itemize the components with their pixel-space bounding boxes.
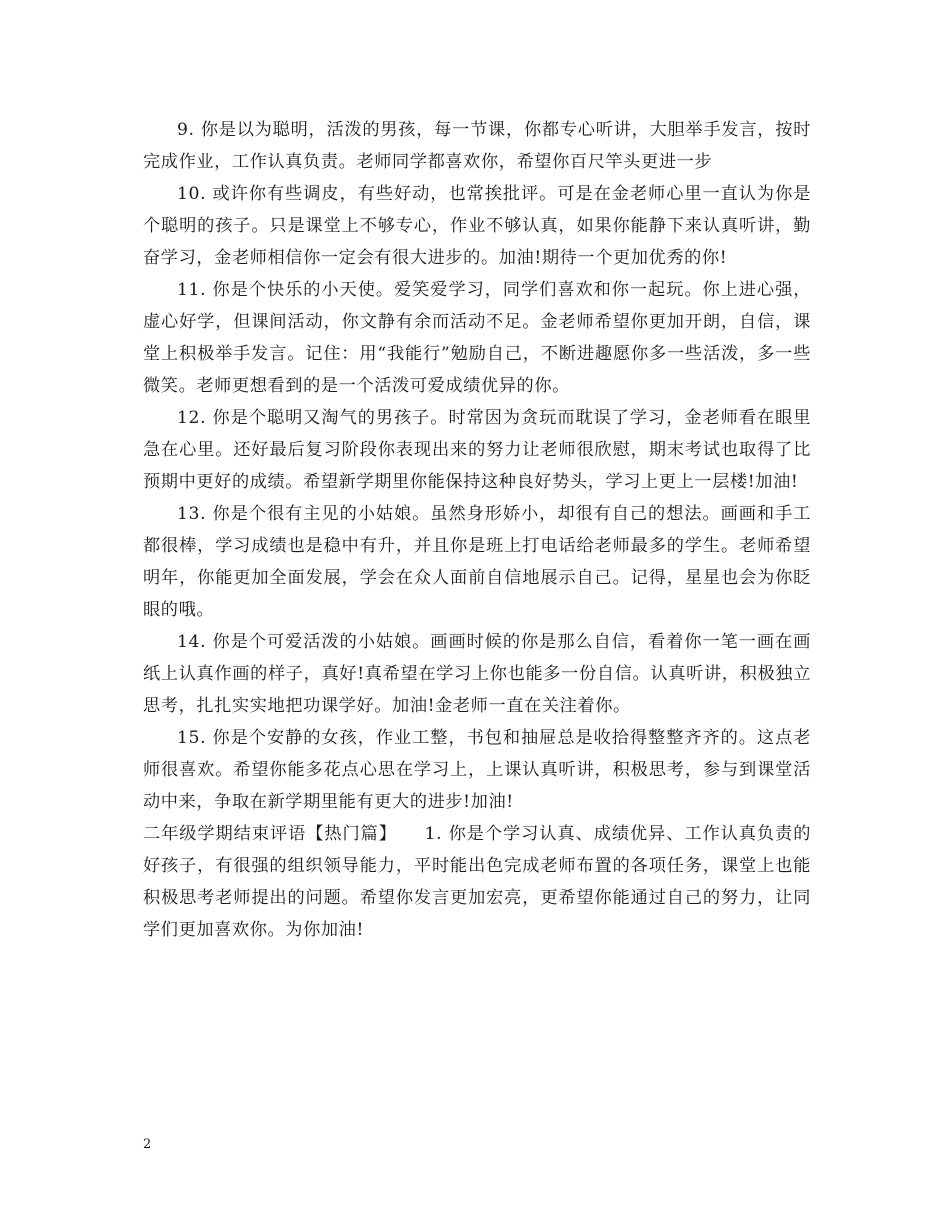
comment-paragraph-14: 14. 你是个可爱活泼的小姑娘。画画时候的你是那么自信，看着你一笔一画在画纸上认真作画的样子，真好!真希望在学习上你也能多一份自信。认真听讲，积极独立思考，扎扎实实地把功课学好。加油!金老师一直在关注着你。	[143, 632, 811, 716]
comment-paragraph-13: 13. 你是个很有主见的小姑娘。虽然身形娇小，却很有自己的想法。画画和手工都很棒，学习成绩也是稳中有升，并且你是班上打电话给老师最多的学生。老师希望明年，你能更加全面发展，学会在众人面前自信地展示自己。记得，星星也会为你眨眼的哦。	[143, 504, 811, 620]
comment-paragraph-11: 11. 你是个快乐的小天使。爱笑爱学习，同学们喜欢和你一起玩。你上进心强，虚心好学，但课间活动，你文静有余而活动不足。金老师希望你更加开朗，自信，课堂上积极举手发言。记住：用“我能行”勉励自己，不断进趣愿你多一些活泼，多一些微笑。老师更想看到的是一个活泼可爱成绩优异的你。	[143, 280, 811, 396]
document-body	[143, 114, 811, 946]
comment-paragraph-15: 15. 你是个安静的女孩，作业工整，书包和抽屉总是收拾得整整齐齐的。这点老师很喜欢。希望你能多花点心思在学习上，上课认真听讲，积极思考，参与到课堂活动中来，争取在新学期里能有更大的进步!加油!	[143, 728, 811, 812]
section-heading-paragraph: 二年级学期结束评语【热门篇】 1. 你是个学习认真、成绩优异、工作认真负责的好孩子，有很强的组织领导能力，平时能出色完成老师布置的各项任务，课堂上也能积极思考老师提出的问题。希望你发言更加宏亮，更希望你能通过自己的努力，让同学们更加喜欢你。为你加油!	[143, 824, 811, 940]
comment-paragraph-9: 9. 你是以为聪明，活泼的男孩，每一节课，你都专心听讲，大胆举手发言，按时完成作业，工作认真负责。老师同学都喜欢你，希望你百尺竿头更进一步	[143, 120, 811, 172]
comment-paragraph-10: 10. 或许你有些调皮，有些好动，也常挨批评。可是在金老师心里一直认为你是个聪明的孩子。只是课堂上不够专心，作业不够认真，如果你能静下来认真听讲，勤奋学习，金老师相信你一定会有很大进步的。加油!期待一个更加优秀的你!	[143, 184, 811, 268]
comment-paragraph-12: 12. 你是个聪明又淘气的男孩子。时常因为贪玩而耽误了学习，金老师看在眼里急在心里。还好最后复习阶段你表现出来的努力让老师很欣慰，期末考试也取得了比预期中更好的成绩。希望新学期里你能保持这种良好势头，学习上更上一层楼!加油!	[143, 408, 811, 492]
page-number: 2	[143, 1137, 152, 1152]
